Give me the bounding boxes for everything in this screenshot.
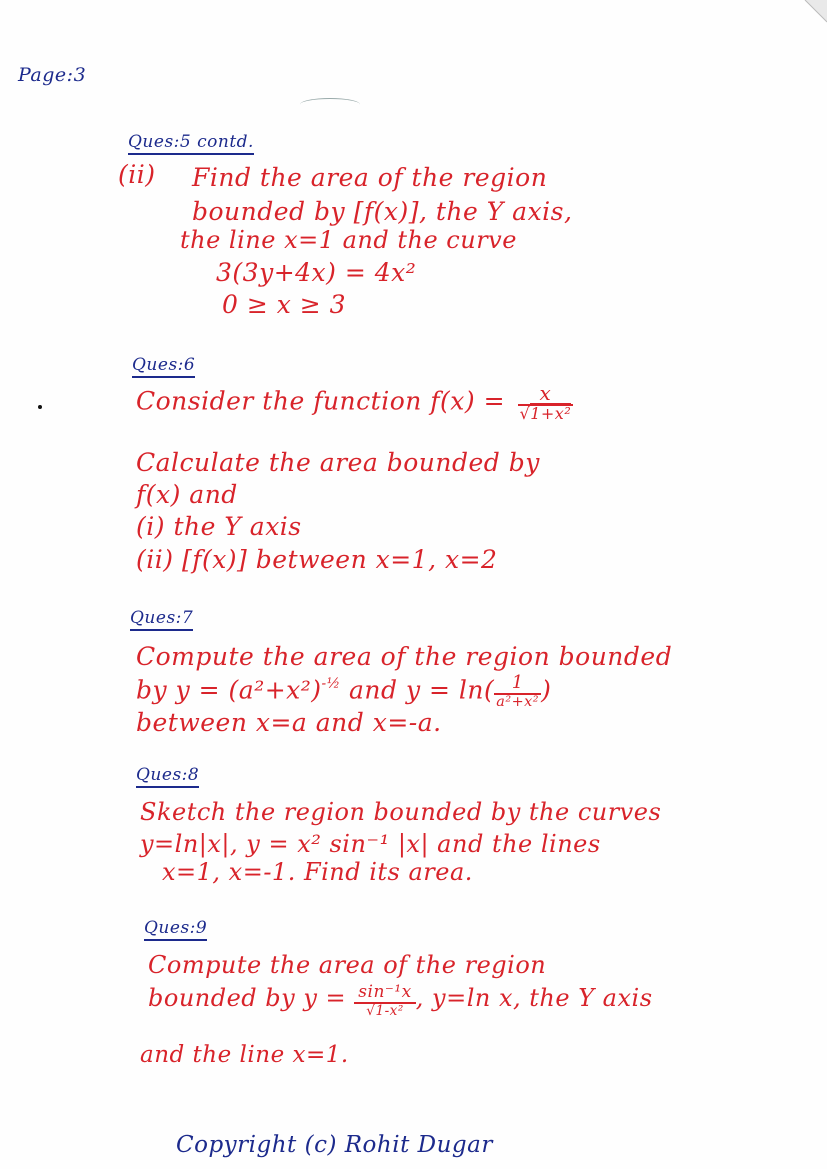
- q7-exponent: -½: [321, 675, 341, 692]
- q5-heading: Ques:5 contd.: [128, 132, 254, 155]
- q5-line1: Find the area of the region: [192, 163, 548, 192]
- q5-line2: bounded by [f(x)], the Y axis,: [192, 197, 573, 226]
- q5-line5: 0 ≥ x ≥ 3: [222, 290, 347, 319]
- q6-line1: [136, 383, 573, 423]
- q6-fraction-numerator: x: [518, 383, 574, 406]
- q9-line3: and the line x=1.: [140, 1042, 349, 1068]
- q7-fraction-numerator: 1: [494, 674, 541, 695]
- q9-line1: Compute the area of the region: [148, 951, 547, 979]
- q9-heading: Ques:9: [144, 918, 207, 941]
- q9-fraction-denominator: [354, 1004, 416, 1018]
- copyright-notice: Copyright (c) Rohit Dugar: [176, 1132, 493, 1158]
- q5-line4: 3(3y+4x) = 4x²: [216, 258, 417, 287]
- q8-line3: x=1, x=-1. Find its area.: [162, 858, 473, 886]
- q9-line2-part-b: , y=ln x, the Y axis: [415, 984, 653, 1012]
- q6-fraction: [518, 383, 574, 423]
- sqrt-icon: √: [519, 404, 531, 423]
- q5-line1-number: (ii): [118, 160, 156, 189]
- q7-heading: Ques:7: [130, 608, 193, 631]
- q7-line2-part-b: and y = ln(: [348, 675, 495, 705]
- q9-line2: [148, 984, 653, 1018]
- q5-line3: the line x=1 and the curve: [180, 226, 517, 254]
- q7-line2: [136, 674, 551, 710]
- sqrt-icon: √: [366, 1002, 376, 1019]
- q7-line1: Compute the area of the region bounded: [136, 642, 673, 671]
- q7-line3: between x=a and x=-a.: [136, 708, 442, 737]
- page-label: Page:3: [18, 64, 87, 86]
- q6-function-text: Consider the function f(x) =: [136, 386, 506, 416]
- q8-heading: Ques:8: [136, 765, 199, 788]
- q6-radicand: 1+x²: [530, 404, 572, 423]
- q8-line2: y=ln|x|, y = x² sin⁻¹ |x| and the lines: [140, 830, 601, 858]
- q9-fraction: [354, 984, 416, 1018]
- q7-fraction-denominator: a²+x²: [496, 693, 540, 710]
- stray-dot: [38, 405, 42, 409]
- q9-radicand: 1-x²: [375, 1002, 404, 1019]
- q6-fraction-denominator: [518, 406, 574, 423]
- q6-line4: (i) the Y axis: [136, 512, 302, 541]
- page-corner-fold: [787, 0, 827, 30]
- q6-line3: f(x) and: [136, 480, 238, 509]
- q8-line1: Sketch the region bounded by the curves: [140, 798, 662, 826]
- pencil-smudge: [300, 98, 360, 111]
- q7-line2-part-c: ): [541, 675, 552, 705]
- q7-line2-part-a: by y = (a²+x²): [136, 675, 322, 705]
- q7-fraction: [494, 674, 541, 710]
- q6-line2: Calculate the area bounded by: [136, 448, 540, 477]
- q9-line2-part-a: bounded by y =: [148, 984, 347, 1012]
- q6-line5: (ii) [f(x)] between x=1, x=2: [136, 545, 498, 574]
- q9-fraction-numerator: sin⁻¹x: [354, 984, 416, 1004]
- q6-heading: Ques:6: [132, 355, 195, 378]
